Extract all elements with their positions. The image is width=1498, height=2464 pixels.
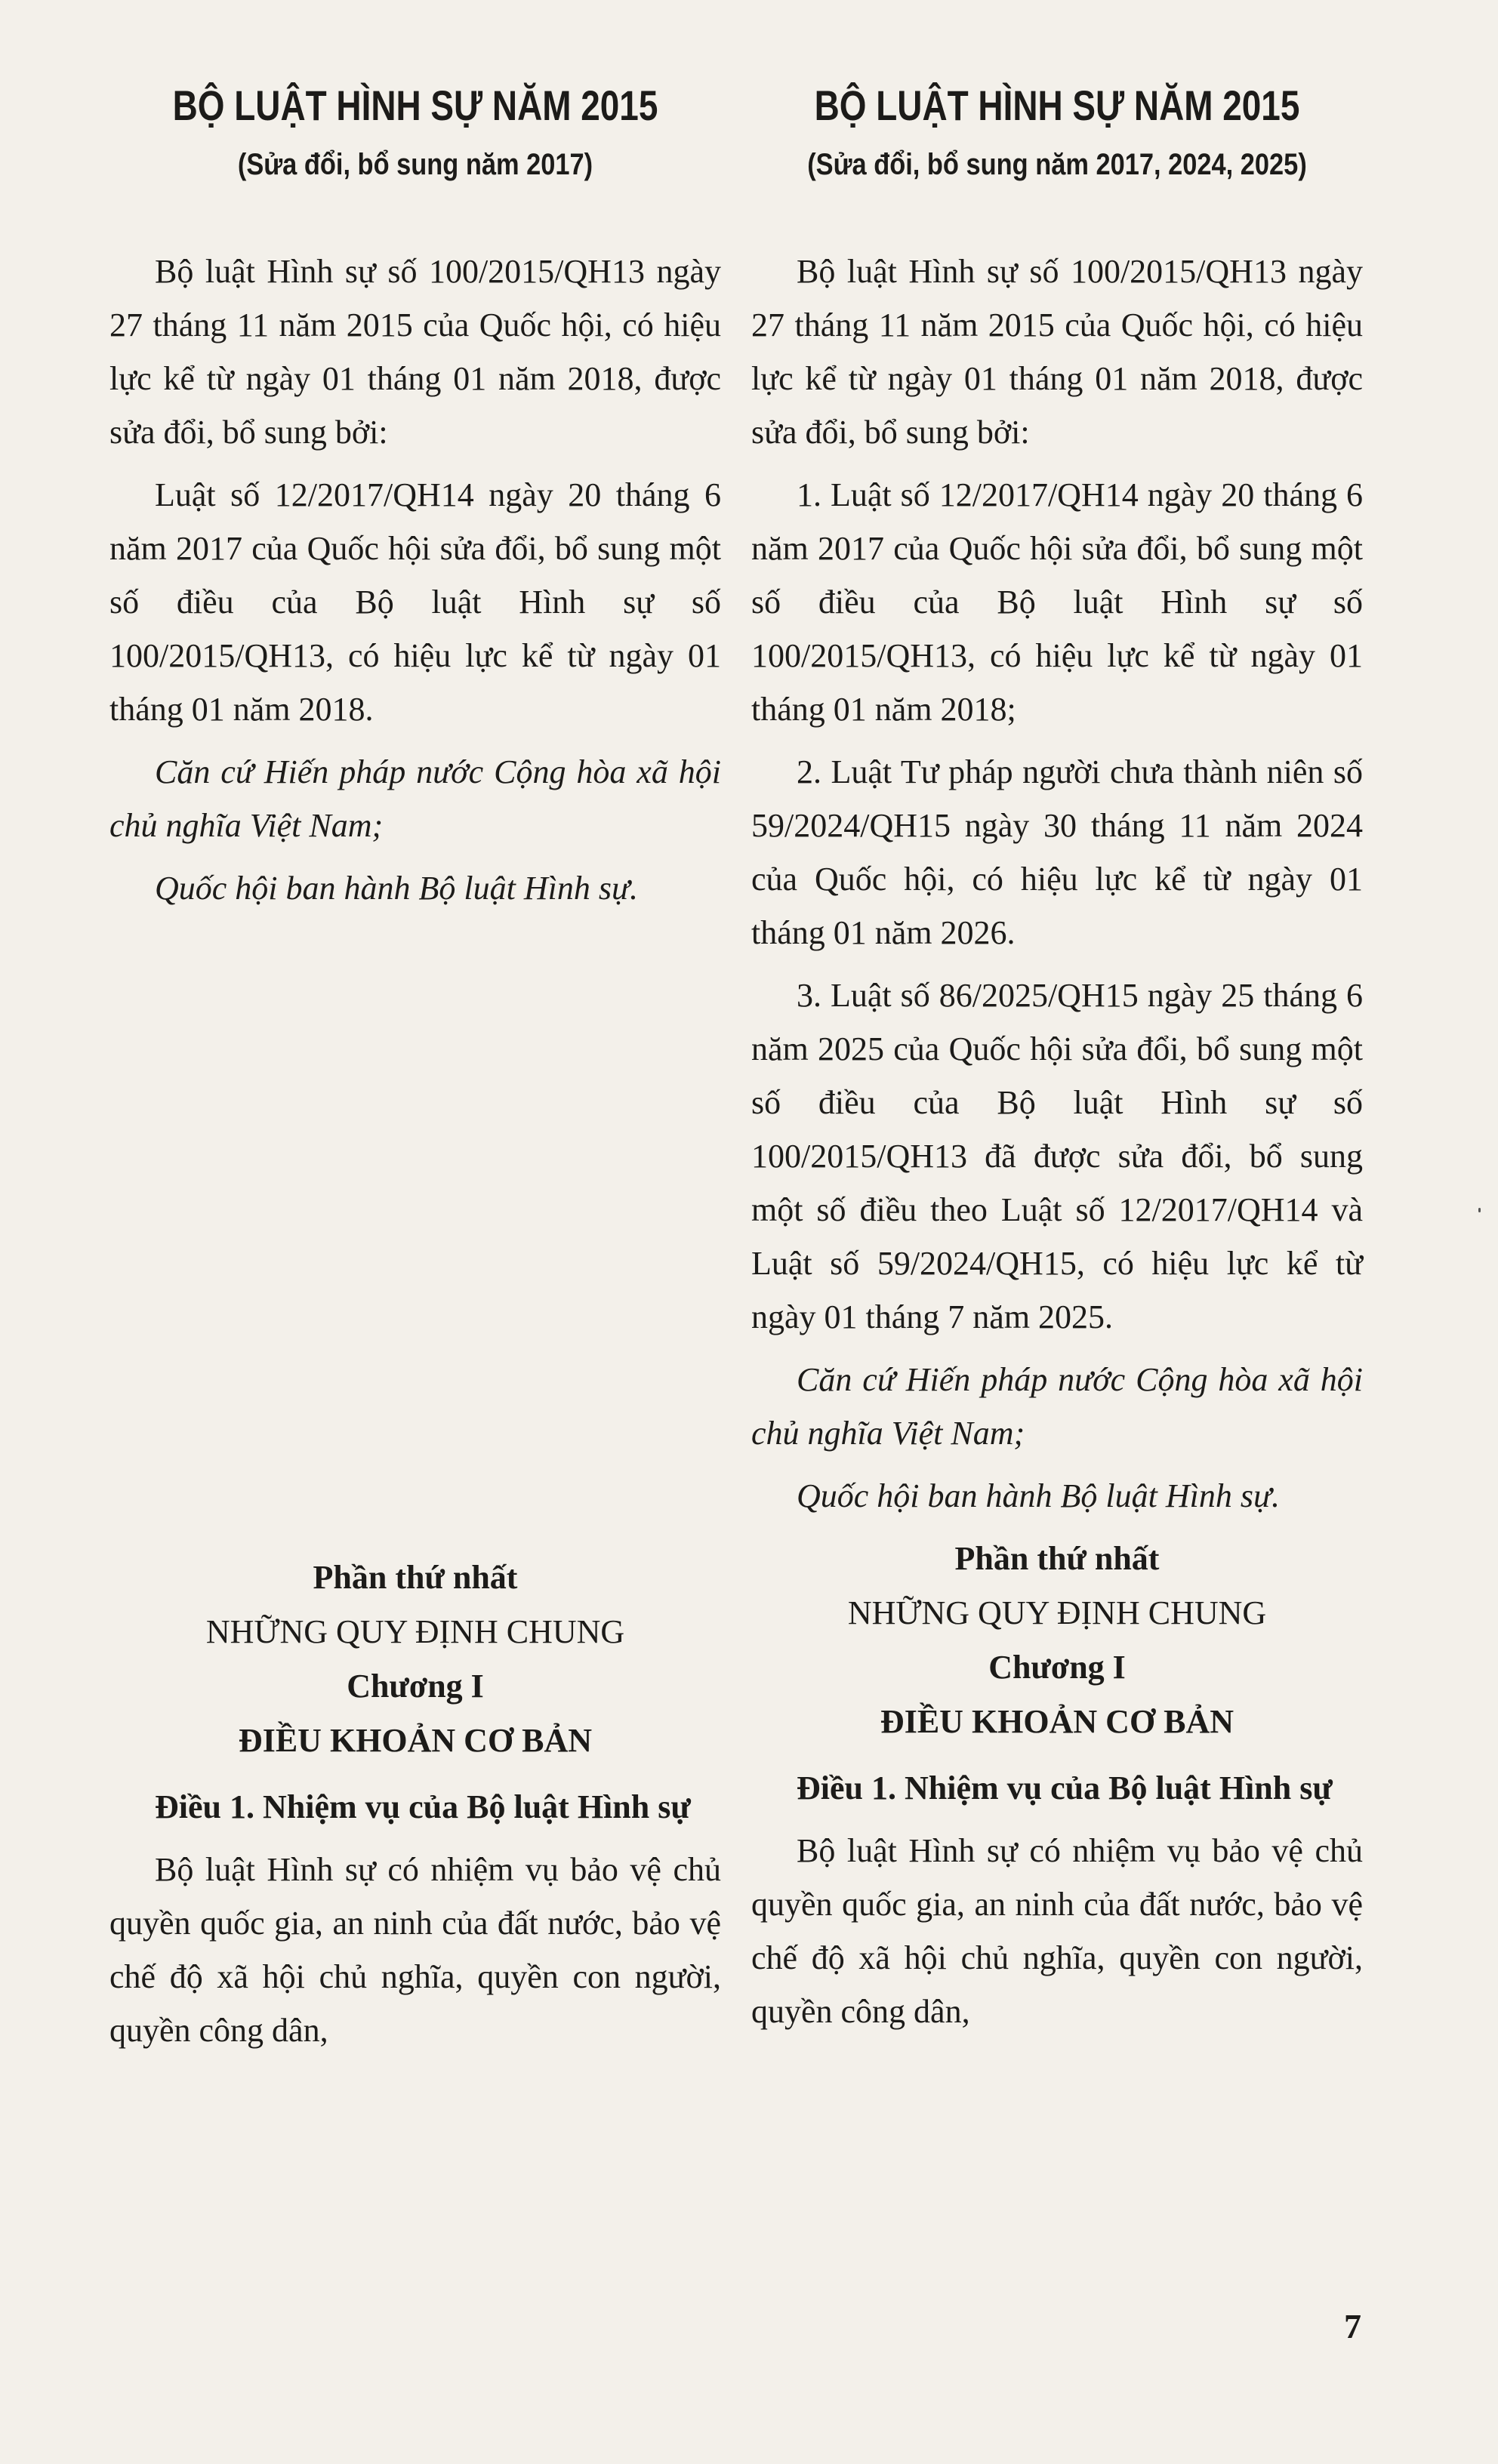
- left-part-title: NHỮNG QUY ĐỊNH CHUNG: [205, 1613, 625, 1650]
- right-article-text: Bộ luật Hình sự có nhiệm vụ bảo vệ chủ quyền quốc gia, an ninh của đất nước, bảo vệ chế độ xã hội chủ nghĩa, quyền con người, quyền công dân,: [751, 1832, 1363, 2030]
- left-article-text: Bộ luật Hình sự có nhiệm vụ bảo vệ chủ quyền quốc gia, an ninh của đất nước, bảo vệ chế độ xã hội chủ nghĩa, quyền con người, quyền công dân,: [109, 1851, 721, 2049]
- right-column-title: BỘ LUẬT HÌNH SỰ NĂM 2015: [814, 82, 1300, 129]
- right-article-title: Điều 1. Nhiệm vụ của Bộ luật Hình sự: [797, 1769, 1333, 1806]
- right-amendment-1: 1. Luật số 12/2017/QH14 ngày 20 tháng 6 năm 2017 của Quốc hội sửa đổi, bổ sung một số điều của Bộ luật Hình sự số 100/2015/QH13, có hiệu lực kể từ ngày 01 tháng 01 năm 2018;: [751, 476, 1363, 728]
- left-amendment-paragraph: Luật số 12/2017/QH14 ngày 20 tháng 6 năm 2017 của Quốc hội sửa đổi, bổ sung một số điều của Bộ luật Hình sự số 100/2015/QH13, có hiệu lực kể từ ngày 01 tháng 01 năm 2018.: [109, 476, 721, 728]
- left-basis-paragraph: Căn cứ Hiến pháp nước Cộng hòa xã hội chủ nghĩa Việt Nam;: [109, 753, 721, 844]
- right-column-subtitle: (Sửa đổi, bổ sung năm 2017, 2024, 2025): [807, 148, 1307, 181]
- right-amendment-2: 2. Luật Tư pháp người chưa thành niên số 59/2024/QH15 ngày 30 tháng 11 năm 2024 của Quốc hội, có hiệu lực kể từ ngày 01 tháng 01 năm 2026.: [751, 753, 1363, 951]
- right-intro-paragraph: Bộ luật Hình sự số 100/2015/QH13 ngày 27 tháng 11 năm 2015 của Quốc hội, có hiệu lực kể từ ngày 01 tháng 01 năm 2018, được sửa đổi, bổ sung bởi:: [751, 253, 1363, 451]
- left-part-label: Phần thứ nhất: [313, 1559, 518, 1596]
- right-chapter-title: ĐIỀU KHOẢN CƠ BẢN: [880, 1703, 1234, 1740]
- right-chapter-label: Chương I: [988, 1649, 1126, 1686]
- left-column: [109, 75, 721, 2066]
- left-column-title: BỘ LUẬT HÌNH SỰ NĂM 2015: [172, 82, 658, 129]
- left-column-subtitle: (Sửa đổi, bổ sung năm 2017): [237, 148, 593, 181]
- right-enactment-paragraph: Quốc hội ban hành Bộ luật Hình sự.: [797, 1477, 1280, 1514]
- right-part-title: NHỮNG QUY ĐỊNH CHUNG: [847, 1594, 1267, 1631]
- margin-dot: [1478, 1208, 1481, 1212]
- left-article-title: Điều 1. Nhiệm vụ của Bộ luật Hình sự: [155, 1788, 691, 1825]
- left-column-spacer: [109, 924, 721, 1551]
- left-intro-paragraph: Bộ luật Hình sự số 100/2015/QH13 ngày 27 tháng 11 năm 2015 của Quốc hội, có hiệu lực kể từ ngày 01 tháng 01 năm 2018, được sửa đổi, bổ sung bởi:: [109, 253, 721, 451]
- left-chapter-label: Chương I: [347, 1668, 484, 1705]
- right-column: [751, 75, 1363, 2047]
- left-chapter-title: ĐIỀU KHOẢN CƠ BẢN: [238, 1722, 593, 1759]
- left-enactment-paragraph: Quốc hội ban hành Bộ luật Hình sự.: [155, 870, 638, 907]
- right-basis-paragraph: Căn cứ Hiến pháp nước Cộng hòa xã hội chủ nghĩa Việt Nam;: [751, 1361, 1363, 1452]
- right-amendment-3: 3. Luật số 86/2025/QH15 ngày 25 tháng 6 năm 2025 của Quốc hội sửa đổi, bổ sung một số điều của Bộ luật Hình sự số 100/2015/QH13 đã được sửa đổi, bổ sung một số điều theo Luật số 12/2017/QH14 và Luật số 59/2024/QH15, có hiệu lực kể từ ngày 01 tháng 7 năm 2025.: [751, 977, 1363, 1335]
- page-number: 7: [1344, 2307, 1361, 2345]
- right-part-label: Phần thứ nhất: [954, 1540, 1160, 1577]
